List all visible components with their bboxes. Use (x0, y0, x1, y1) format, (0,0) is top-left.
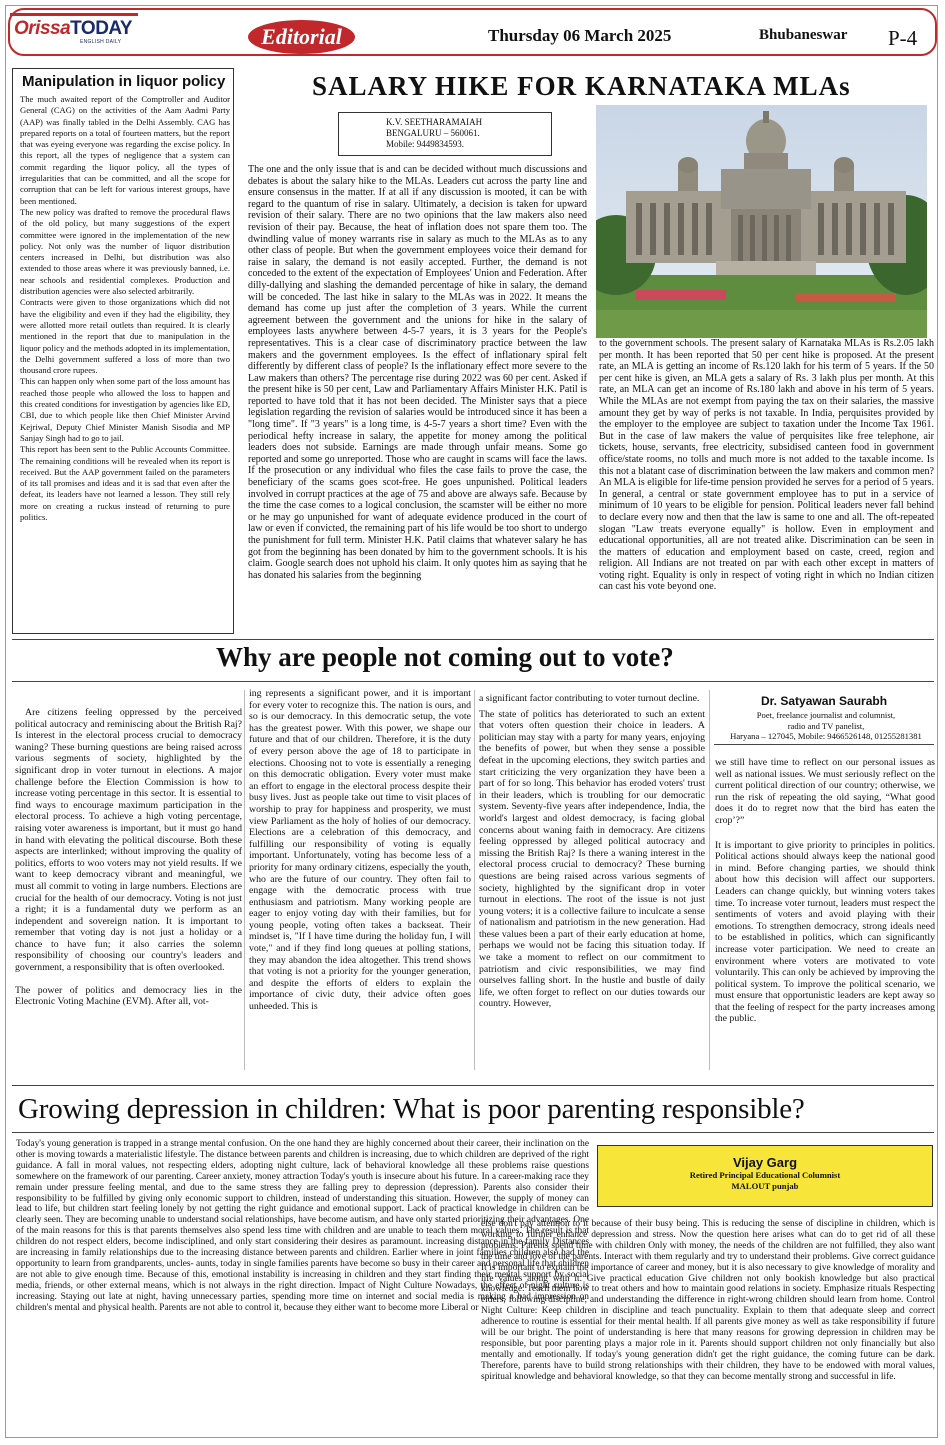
depression-author-box (597, 1145, 933, 1207)
vote-author-name: Dr. Satyawan Saurabh (761, 694, 888, 708)
vote-article-title: Why are people not coming out to vote? (216, 642, 674, 672)
section-divider (12, 1085, 934, 1086)
logo-orissa: Orissa (14, 18, 71, 39)
vote-article-col3 (479, 693, 705, 1010)
section-divider (12, 639, 934, 640)
vote-article-col2: ing represents a significant power, and it is important for every voter to recognize this. The nation is ours, and so is our democracy. In this democratic setup, the vote has the greatest power. With this power, we shape our future and that of our children. Therefore, it is the duty of every person above the age of 18 to participate in elections. Choosing not to vote is essentially a reneging on this democratic obligation. Every voter must make an effort to engage in the electoral process despite their busy lives. Just as people take out time to visit places of worship to pray for happiness and prosperity, we must view Parliament as the holy of holies of our democracy. Elections are a celebration of this democracy, and fulfilling our responsibility of voting is equally important. Unfortunately, voting has become less of a priority for many ordinary citizens, especially the youth, who are the future of our country. They often fail to engage with the democratic process with true enthusiasm and patriotism. Many working people are eager to enjoy voting day with their families, but for young people, voting often takes a backseat. Their mindset is, "If I have time during the holiday fun, I will vote," and if they find long queues at polling stations, they may abandon the idea altogether. This trend shows that voting is not a priority for the younger generation, and despite the efforts of elders to explain the importance of civic duty, their advice often goes unheeded. This is (249, 688, 471, 1013)
depression-author-role: Retired Principal Educational Columnist (689, 1170, 841, 1180)
vote-paragraph: Are citizens feeling oppressed by the perceived political autocracy and reminiscing about the British Raj? Is interest in the electoral process crucial to democracy waning? These burning questions are being raised across various segments of society, highlighted by the significant drop in voter turnout in elections. A major challenge before the Election Commission is how to increase voting percentage in this sector. It is essential to find ways to encourage maximum participation in the electoral process. To achieve a high voting percentage, raising voter awareness is important, but it must go hand in hand with elevating the political discourse. Both these aspects are interlinked; without improving the quality of politics, efforts to woo voters may not yield results. If we want to keep democracy vibrant and meaningful, we must all commit to voting in large numbers. Elections are crucial for the health of our democracy. Voting is not just a right; it is a fundamental duty we perform as an independent and sovereign nation. It is important to remember that voting day is not just a holiday or a chance to have fun; it also carries the solemn responsibility of choosing our country's leaders and government, a responsibility that is often overlooked. (15, 707, 242, 974)
side-article-title: Manipulation in liquor policy (22, 73, 226, 90)
logo-tagline: ENGLISH DAILY (80, 39, 122, 45)
vidhana-soudha-photo (596, 105, 927, 338)
side-paragraph: This can happen only when some part of the loss amount has reached those people who allowed the loss to happen and this created conditions for investigation by agencies like ED, CBI, due to which people like then Chief Minister Arvind Kejriwal, Deputy Chief Minister Manish Sisodia and MP Sanjay Singh had to go to jail. (20, 376, 230, 443)
main-article-col2: to the government schools. The present salary of Karnataka MLAs is Rs.2.05 lakh per month. It has been reported that 50 per cent hike is proposed. At the present rate, an MLA is getting an income of Rs.120 lakh for his term of 5 years. If the 50 per cent hike is given, an MLA gets a salary of Rs. 3 lakh plus per month. At this rate, an MLA can get an income of Rs.180 lakh and above in his term of 5 years. While the MLAs are not exempt from paying the tax on their salaries, the massive amount they get by way of perks is not taxable. In India, perquisites provided by the employer to the employee are subject to taxation under the Income Tax 1961. But in the case of law makers the value of perquisites like free telephone, air tickets, house, servants, free electricity, subsidised canteen food in government office/state rooms, no tolls and much more is not added to the taxable income. Is this not a blatant case of discrimination between the law makers and common men? An MLA is eligible for life-time pension provided he serves for a period of 5 years. In general, a central or state government employee has to put in a service of minimum of 10 years to be eligible for pension. Political leaders never fall behind to declare every now and then that the law is same to one and all. The oft-repeated slogan "Law treats everyone equally" is hollow. Even in employment and educational opportunities, all are not treated alike. Discrimination can be seen in the matters of education and employment based on caste, creed, region and religion. All Indians are not treated on par with each other except in matters of voting right. Equality is only in respect of voting right in which no Indian citizen can cast his vote beyond one. (599, 338, 934, 593)
section-divider (12, 1132, 934, 1133)
page-number: P-4 (888, 26, 918, 50)
side-paragraph: Contracts were given to those organizations which did not have the eligibility and even if they had the eligibility, they were allotted more retail outlets than required. It is clearly mentioned in the report that due to manipulation in the liquor policy and the methods adopted in its implementation, the Delhi government suffered a loss of more than two thousand crore rupees. (20, 297, 230, 376)
vote-paragraph: we still have time to reflect on our personal issues as well as national issues. We must seriously reflect on the current political direction of our country; otherwise, we run the risk of repeating the old saying, “What good does it do to regret now that the bird has eaten the crop’?” (715, 757, 935, 826)
section-badge: Editorial (248, 20, 355, 54)
depression-article-title: Growing depression in children: What is poor parenting responsible? (18, 1093, 805, 1125)
depression-article-col2: else don't pay attention to it because of their busy being. This is reducing the sense of discipline in children, which is working to further enhance depression and stress. Now the question here arises what can do to get rid of all these problems. Parents spend time with children Only with money, the needs of the children are not fulfilled, they also want the time and love of the parents. Interact with them regularly and try to understand their problems. Give correct guidance It is important to explain the importance of career and money, but it is also necessary to give knowledge of morality and life values along with it. Give practical education Give children not only bookish knowledge but also practical knowledge. Teach them how to treat others and how to maintain good relations in society. Emphasize rituals Respecting elders, following discipline, and understanding the difference in right-wrong children should learn from home. Control Night Culture: Keep children in discipline and teach punctuality. Explain to them that adequate sleep and correct adherence to routine is essential for their mental health. If all parents give money as well as take responsibility if future will be our bright. The point of understanding is here that many reasons for growing depression in children may be responsible, but poor parenting plays a major role in it. Parents should support children not only financially but also mentally and emotionally. If today's young generation didn't get the right guidance, the coming future can be dark. Therefore, parents have to build strong relationships with their children, they have to be endowed with moral values, spiritual knowledge and behavioral knowledge, so that they can become mentally strong and successful in life. (481, 1219, 935, 1382)
depression-article-col1: Today's young generation is trapped in a strange mental confusion. On the one hand they are highly concerned about their career, their inclination on the other is moving towards a materialistic lifestyle. The distance between parents and children is increasing, due to which children are deprived of the right guidance. A fall in moral values, not respecting elders, adopting night culture, lack of behavioral knowledge all these problems raise questions somewhere on the framework of our parenting. Career anxiety, money attraction Today's youth is insecure about his future. In a career-making race they remain under pressure feeling mental, and due to the same stress they are falling prey to depression (depression). Parents also consider their responsibility to be fulfilled by giving only economic support to children, instead of understanding this situation. However, the supply of money can lead to life, but children start feeling lonely by not getting the right guidance and emotional support. Lack of practical knowledge in children can be clearly seen. They are becoming unable to understand social relationships, have become autism, and have only started prioritizing their advantages. One of the main reasons for this is that parents themselves also spend less time with children and are unable to teach them moral values. The result is that children do not respect elders, become indisciplined, and only start considering their desires as paramount. increasing distance in the family Distances are increasing in family relationships due to the increasing distance between parents and children. Earlier where in joint families children also had the opportunity to learn from grandparents, uncles- aunts, today in single families parents have become so busy in their career and personal life that children are not able to give enough time. Because of this, emotional instability is increasing in children and they start finding their mental support by social media, friends, or other external means, which is not always in the right direction. Impact of Night Culture Nowadays, the effect of night culture is increasing. Staying out late at night, having unnecessary parties, spending more time on internet and social media is making a bad impression on children's mental and physical health. Parents are not able to control it, because they either want to become more Liberal or (16, 1139, 589, 1313)
edition-city: Bhubaneswar (759, 27, 848, 43)
vote-author-meta (720, 710, 932, 742)
section-divider (12, 681, 934, 682)
column-rule (709, 690, 710, 1070)
vote-paragraph: a significant factor contributing to voter turnout decline. (479, 693, 700, 704)
byline-name: K.V. SEETHARAMAIAH (386, 117, 483, 127)
main-article-title: SALARY HIKE FOR KARNATAKA MLAs (312, 71, 851, 101)
vote-author-role: Poet, freelance journalist and columnist, (756, 710, 896, 720)
issue-date: Thursday 06 March 2025 (488, 26, 672, 45)
column-rule (244, 690, 245, 1070)
main-article-byline (338, 112, 552, 156)
vote-article-col1 (15, 707, 242, 1008)
side-paragraph: This report has been sent to the Public Accounts Committee. The remaining conditions will be revealed when its report is received. But the AAP government failed on the parameters of its tall promises and ideas and it is sad that even after the defeat, its leaders have not learned a lesson. They still rely more on creating a ruckus instead of returning to pure politics. (20, 444, 230, 522)
depression-author-name: Vijay Garg (732, 1155, 798, 1170)
column-rule (474, 690, 475, 1070)
side-article-body (20, 94, 230, 523)
side-paragraph: The new policy was drafted to remove the procedural flaws of the old policy, but many suggestions of the expert committee were ignored in the implementation of the new policy. Not only was the number of liquor distribution centers increased in Delhi, but distribution was also extended to those areas where it was previously banned, i.e. near schools and residential complexes. Production and distribution agencies were also selected arbitrarily. (20, 206, 230, 297)
author-divider (714, 744, 934, 745)
logo-underline (10, 13, 138, 16)
byline-city: BENGALURU – 560061. (386, 128, 480, 138)
vote-paragraph: The power of politics and democracy lies in the Electronic Voting Machine (EVM). After all, vot- (15, 984, 242, 1008)
vote-author-contact: Haryana – 127045, Mobile: 9466526148, 01255281381 (730, 731, 922, 741)
main-article-col1: The one and the only issue that is and can be decided without much discussions and debates is about the salary hike to the MLAs. Leaders cut across the party line and ensure consensus in the matter. If at all if any discussion is mooted, it can be with regard to the quantum of rise in salary. Ultimately, a decision is taken for upward revision of their salary. There are no two opinions that the law makers also need revision of their pay. Because, the heat of inflation does not spare them too. The dwindling value of money warrants rise in salary as much to the MLAs as to any other class of people. But when the government employees voice their demand for raise in salary, the demand is not easily accepted. Further, the demand is not conceded to the extent of the expectation of Employees' Union and Federation. After dilly-dallying and slashing the demanded percentage of hike in salary, the demand will be conceded. The last hike in salary to the MLAs was in 2022. It means the demand has come up just after the completion of 3 years. While the current agreement between the government and the unions for hike in the salary of employees lasts anywhere between 4-5-7 years, it is 3 years for the People's representatives. This is a clear case of discriminatory practice between the law makers and the government employees. Is the effect of inflationary spiral felt differently by different class of people? Is the inflationary effect more severe to the Law makers than others? The percentage rise during 2022 was 60 per cent. Asked if the present hike is 50 per cent, Law and Parliamentary Affairs Minister H.K. Patil is reported to have told that it has not been decided. The Minister says that a piece legislation regarding the revision of salaries would be introduced since it has been a "long time". If "3 years" is a long time, is 4-5-7 years a short time? Even with the periodical hefty increase in salary, the appetite for money among the political leaders does not subside. Earnings are made through unfair means. Some go reported and some go unreported. Those who are caught in scams will face the laws. If the prosecution or any individual who files the case fails to prove the case, the beneficiary of the scams goes scot-free. He goes unpunished. Political leaders involved in corrupt practices at the age of 75 and above are always safe. Because by the time the case comes to a logical conclusion, the scamster will be either no more or he may go unpunished for want of adequate evidence produced in the court of law or even if convicted, the remaining part of his life would be too short to undergo the punishment for full term. Minister H.K. Patil claims that whatever salary he has got from the beginning has been donated by him to the government schools. It is his claim. Google search does not uphold his claim. It only quotes him as saying that he has donated his salaries from the beginning (248, 164, 587, 581)
depression-author-place: MALOUT punjab (731, 1181, 799, 1191)
side-paragraph: The much awaited report of the Comptroller and Auditor General (CAG) on the activities of the Aam Aadmi Party (AAP) was finally tabled in the Delhi Assembly. CAG has prepared reports on a total of fourteen matters, but the report that was eyeing everyone was regarding the excise policy. In this report, all the types of negligence that a system can commit regarding the liquor policy, all the types of irregularities that can be committed, and all the scope for corruption that can be left for various interest groups, have been mentioned. (20, 94, 230, 206)
vote-paragraph: It is important to give priority to principles in politics. Political actions should always keep the national good in mind. Before changing parties, we should think about how this decision will affect our supporters. Leaders can change quickly, but winning voters takes time. To increase voter turnout, leaders must respect the sentiments of voters and avoid playing with their emotions. To strengthen democracy, strong ideals need to be established in politics, which can significantly increase voter participation. We need to create an environment where voters are motivated to vote voluntarily. This can only be achieved by improving the political system. To improve the political scenario, we must ensure that opportunistic leaders are kept away so that the feeling of respect for the party increases among the public. (715, 839, 935, 1025)
vote-paragraph: The state of politics has deteriorated to such an extent that voters often question their choice in leaders. A politician may stay with a party for many years, enjoying the benefits of power, but when they sense a possible defeat in the upcoming elections, they switch parties and start criticizing the very organization they have been a part of for so long. This behavior has eroded voters' trust in their leaders, which is troubling for our democratic system. Seventy-five years after independence, India, the world's largest and oldest democracy, is facing global concerns about waning faith in democracy. Are citizens feeling oppressed by alleged political autocracy and missing the British Raj? Is there a waning interest in the electoral process crucial to democracy? These burning questions are being raised across various segments of society, highlighted by the significant drop in voter turnout in elections. The root of the issue is not just young voters; it is a collective failure to inculcate a sense of nationalism and patriotism in the new generation. Had these values been a part of their early education at home, perhaps we would not be facing this situation today. If we take a moment to reflect on our commitment to patriotism and civic responsibilities, we may find ourselves falling short. In the hustle and bustle of daily life, we often forget to reflect on our duties towards our country. However, (479, 708, 705, 1010)
vote-article-col4 (715, 757, 935, 1025)
logo-today: TODAY (70, 18, 133, 39)
newspaper-logo[interactable] (14, 18, 132, 40)
byline-mobile: Mobile: 9449834593. (386, 139, 464, 149)
vote-author-role2: radio and TV panelist, (787, 720, 865, 731)
